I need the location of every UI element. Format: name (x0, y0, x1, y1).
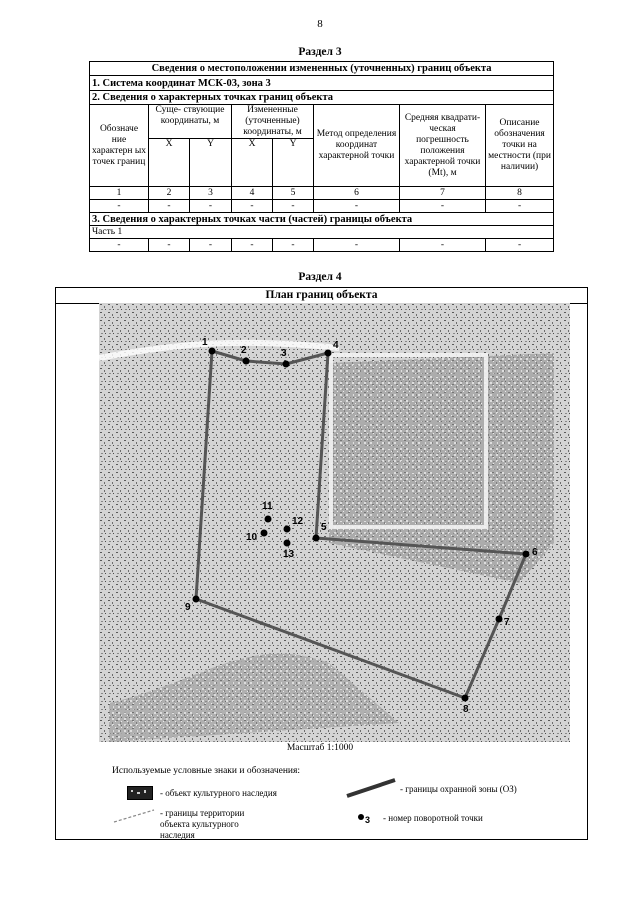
table-cell: - (400, 200, 486, 213)
legend-territory: - границы территории объекта культурного наследия (160, 808, 245, 840)
table-cell: - (273, 239, 314, 252)
table-cell: 6 (314, 187, 400, 200)
turn-point-label-6: 6 (532, 547, 538, 558)
table-cell: - (90, 239, 149, 252)
section-3-heading: Раздел 3 (298, 46, 342, 58)
table-cell: - (273, 200, 314, 213)
turn-point-4 (325, 350, 332, 357)
turn-point-label-12: 12 (292, 516, 304, 527)
existing-x-header: X (149, 139, 190, 187)
part-label: Часть 1 (90, 226, 554, 239)
coordinate-system-row: 1. Система координат МСК-03, зона 3 (90, 76, 554, 91)
section-3-table (89, 61, 554, 252)
table-cell: - (90, 200, 149, 213)
territory-boundary-symbol (110, 808, 158, 824)
turn-point-label-7: 7 (504, 617, 510, 628)
map-scale: Масштаб 1:1000 (286, 743, 354, 753)
turn-point-13 (284, 540, 291, 547)
col-designation-header: Обозначе ние характерн ых точек границ (90, 105, 149, 187)
table-cell: 2 (149, 187, 190, 200)
turn-point-12 (284, 526, 291, 533)
characteristic-points-row: 2. Сведения о характерных точках границ объекта (90, 91, 554, 105)
section-4-heading: Раздел 4 (298, 271, 342, 283)
table-cell: - (190, 239, 232, 252)
turn-point-5 (313, 535, 320, 542)
turn-point-8 (462, 695, 469, 702)
col-changed-header: Измененные (уточненные) координаты, м (232, 105, 314, 139)
plan-title: План границ объекта (56, 288, 587, 304)
column-numbers-row (90, 187, 554, 200)
table-cell: 7 (400, 187, 486, 200)
changed-y-header: Y (273, 139, 314, 187)
turn-point-label-9: 9 (185, 602, 191, 613)
boundary-plan-map (99, 303, 570, 742)
turn-point-3 (283, 361, 290, 368)
turn-point-11 (265, 516, 272, 523)
protection-zone-symbol (345, 778, 397, 798)
legend-heading: Используемые условные знаки и обозначения: (112, 766, 301, 776)
legend-protection-zone: - границы охранной зоны (ОЗ) (400, 784, 517, 794)
turn-point-7 (496, 616, 503, 623)
table-cell: 8 (486, 187, 554, 200)
changed-x-header: X (232, 139, 273, 187)
turn-point-sample-label: 3 (365, 815, 371, 825)
page-number: 8 (317, 18, 323, 30)
turn-point-1 (209, 348, 216, 355)
heritage-object-symbol (127, 786, 153, 800)
turn-point-label-13: 13 (283, 549, 295, 560)
legend-turn-point: - номер поворотной точки (383, 813, 483, 823)
turn-point-label-5: 5 (321, 522, 327, 533)
table-cell: 1 (90, 187, 149, 200)
table-cell: - (232, 239, 273, 252)
parts-points-row: 3. Сведения о характерных точках части (частей) границы объекта (90, 213, 554, 226)
turn-point-2 (243, 358, 250, 365)
turn-point-label-2: 2 (241, 345, 247, 356)
table-cell: 5 (273, 187, 314, 200)
table-title: Сведения о местоположении измененных (уточненных) границ объекта (90, 62, 554, 76)
legend-heritage-object: - объект культурного наследия (160, 788, 277, 798)
table-cell: 4 (232, 187, 273, 200)
turn-point-label-8: 8 (463, 704, 469, 715)
table-cell: - (486, 200, 554, 213)
turn-point-label-11: 11 (262, 501, 273, 512)
col-existing-header: Суще- ствующие координаты, м (149, 105, 232, 139)
col-method-header: Метод определения координат характерной точки (314, 105, 400, 187)
table-cell: - (190, 200, 232, 213)
turn-point-label-3: 3 (281, 348, 287, 359)
table-cell: 3 (190, 187, 232, 200)
col-accuracy-header: Средняя квадрати- ческая погрешность положения характерной точки (Mt), м (400, 105, 486, 187)
turn-point-label-4: 4 (333, 340, 339, 351)
turn-point-6 (523, 551, 530, 558)
col-description-header: Описание обозначения точки на местности (при наличии) (486, 105, 554, 187)
turn-point-9 (193, 596, 200, 603)
turn-point-label-10: 10 (246, 532, 258, 543)
table-cell: - (400, 239, 486, 252)
table-cell: - (486, 239, 554, 252)
turn-point-symbol (350, 811, 378, 825)
table-cell: - (232, 200, 273, 213)
turn-point-label-1: 1 (202, 337, 208, 348)
turn-point-10 (261, 530, 268, 537)
table-cell: - (314, 239, 400, 252)
table-cell: - (149, 200, 190, 213)
table-row (90, 239, 554, 252)
table-cell: - (314, 200, 400, 213)
table-cell: - (149, 239, 190, 252)
table-row (90, 200, 554, 213)
existing-y-header: Y (190, 139, 232, 187)
